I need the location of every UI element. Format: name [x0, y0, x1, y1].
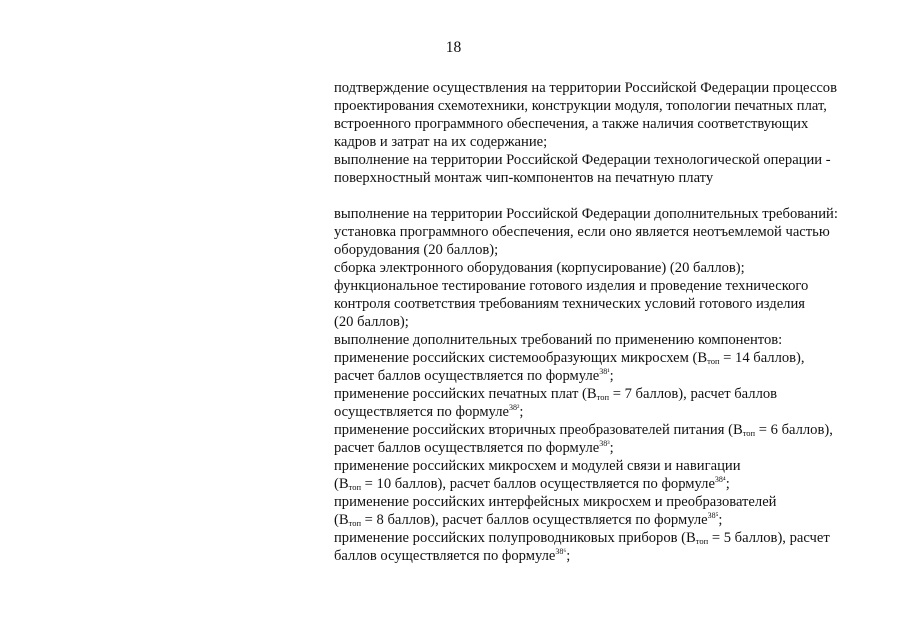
text-run: = 6 баллов),: [755, 422, 833, 438]
text-run: выполнение дополнительных требований по применению компонентов:: [334, 332, 783, 348]
text-run: ;: [609, 440, 614, 456]
subscript: топ: [742, 428, 756, 438]
text-run: поверхностный монтаж чип-компонентов на печатную плату: [334, 170, 714, 186]
subscript: топ: [348, 482, 361, 492]
text-run: установка программного обеспечения, если оно является неотъемлемой частью: [334, 224, 830, 240]
text-run: применение российских микросхем и модулей связи и навигации: [334, 458, 741, 474]
text-run: ;: [725, 476, 730, 492]
text-run: ;: [566, 548, 571, 564]
text-run: ;: [609, 368, 614, 384]
text-run: расчет баллов осуществляется по формуле: [334, 368, 600, 384]
text-line: [334, 331, 879, 349]
text-line: [334, 349, 879, 367]
text-run: = 8 баллов), расчет баллов осуществляется по формуле: [361, 512, 708, 528]
text-run: (В: [334, 512, 349, 528]
text-run: применение российских печатных плат (В: [334, 386, 597, 402]
subscript: топ: [695, 536, 709, 546]
text-line: [334, 169, 879, 187]
text-line: [334, 529, 879, 547]
text-line: [334, 97, 879, 115]
footnote-ref: 38⁶: [555, 547, 567, 556]
text-run: применение российских системообразующих микросхем (В: [334, 350, 708, 366]
text-run: выполнение на территории Российской Федерации технологической операции -: [334, 152, 831, 168]
text-run: функциональное тестирование готового изделия и проведение технического: [334, 278, 809, 294]
text-run: ;: [519, 404, 524, 420]
blank-line: [334, 187, 879, 205]
text-line: [334, 385, 879, 403]
text-line: [334, 259, 879, 277]
text-run: сборка электронного оборудования (корпусирование) (20 баллов);: [334, 260, 745, 276]
text-run: = 7 баллов), расчет баллов: [609, 386, 778, 402]
text-run: (20 баллов);: [334, 314, 409, 330]
text-run: = 10 баллов), расчет баллов осуществляется по формуле: [361, 476, 715, 492]
text-line: [334, 493, 879, 511]
footnote-ref: 38⁴: [714, 475, 726, 484]
text-line: [334, 439, 879, 457]
text-line: [334, 511, 879, 529]
footnote-ref: 38²: [508, 403, 520, 412]
footnote-ref: 38⁵: [707, 511, 719, 520]
text-line: [334, 547, 879, 565]
text-line: [334, 421, 879, 439]
subscript: топ: [596, 392, 610, 402]
text-line: [334, 367, 879, 385]
text-line: [334, 205, 879, 223]
text-line: [334, 79, 879, 97]
text-line: [334, 115, 879, 133]
document-body: [334, 79, 879, 565]
footnote-ref: 38¹: [599, 367, 610, 376]
footnote-ref: 38³: [599, 439, 610, 448]
text-run: оборудования (20 баллов);: [334, 242, 499, 258]
text-line: [334, 295, 879, 313]
text-line: [334, 133, 879, 151]
text-run: баллов осуществляется по формуле: [334, 548, 556, 564]
text-run: = 14 баллов),: [719, 350, 805, 366]
text-line: [334, 403, 879, 421]
text-run: расчет баллов осуществляется по формуле: [334, 440, 600, 456]
text-run: проектирования схемотехники, конструкции модуля, топологии печатных плат,: [334, 98, 827, 114]
text-run: осуществляется по формуле: [334, 404, 509, 420]
subscript: топ: [707, 356, 720, 366]
text-line: [334, 277, 879, 295]
text-line: [334, 223, 879, 241]
text-line: [334, 241, 879, 259]
text-run: применение российских интерфейсных микросхем и преобразователей: [334, 494, 777, 510]
text-run: применение российских полупроводниковых приборов (В: [334, 530, 696, 546]
text-line: [334, 475, 879, 493]
text-run: = 5 баллов), расчет: [708, 530, 830, 546]
text-run: кадров и затрат на их содержание;: [334, 134, 548, 150]
text-run: встроенного программного обеспечения, а также наличия соответствующих: [334, 116, 809, 132]
text-run: (В: [334, 476, 349, 492]
text-run: применение российских вторичных преобразователей питания (В: [334, 422, 743, 438]
page-number-text: 18: [445, 39, 462, 56]
text-line: [334, 457, 879, 475]
subscript: топ: [348, 518, 361, 528]
text-run: подтверждение осуществления на территории Российской Федерации процессов: [334, 80, 837, 96]
page-number: [0, 39, 905, 57]
text-run: контроля соответствия требованиям технических условий готового изделия: [334, 296, 805, 312]
text-run: ;: [718, 512, 723, 528]
text-line: [334, 151, 879, 169]
text-run: выполнение на территории Российской Федерации дополнительных требований:: [334, 206, 838, 222]
text-line: [334, 313, 879, 331]
